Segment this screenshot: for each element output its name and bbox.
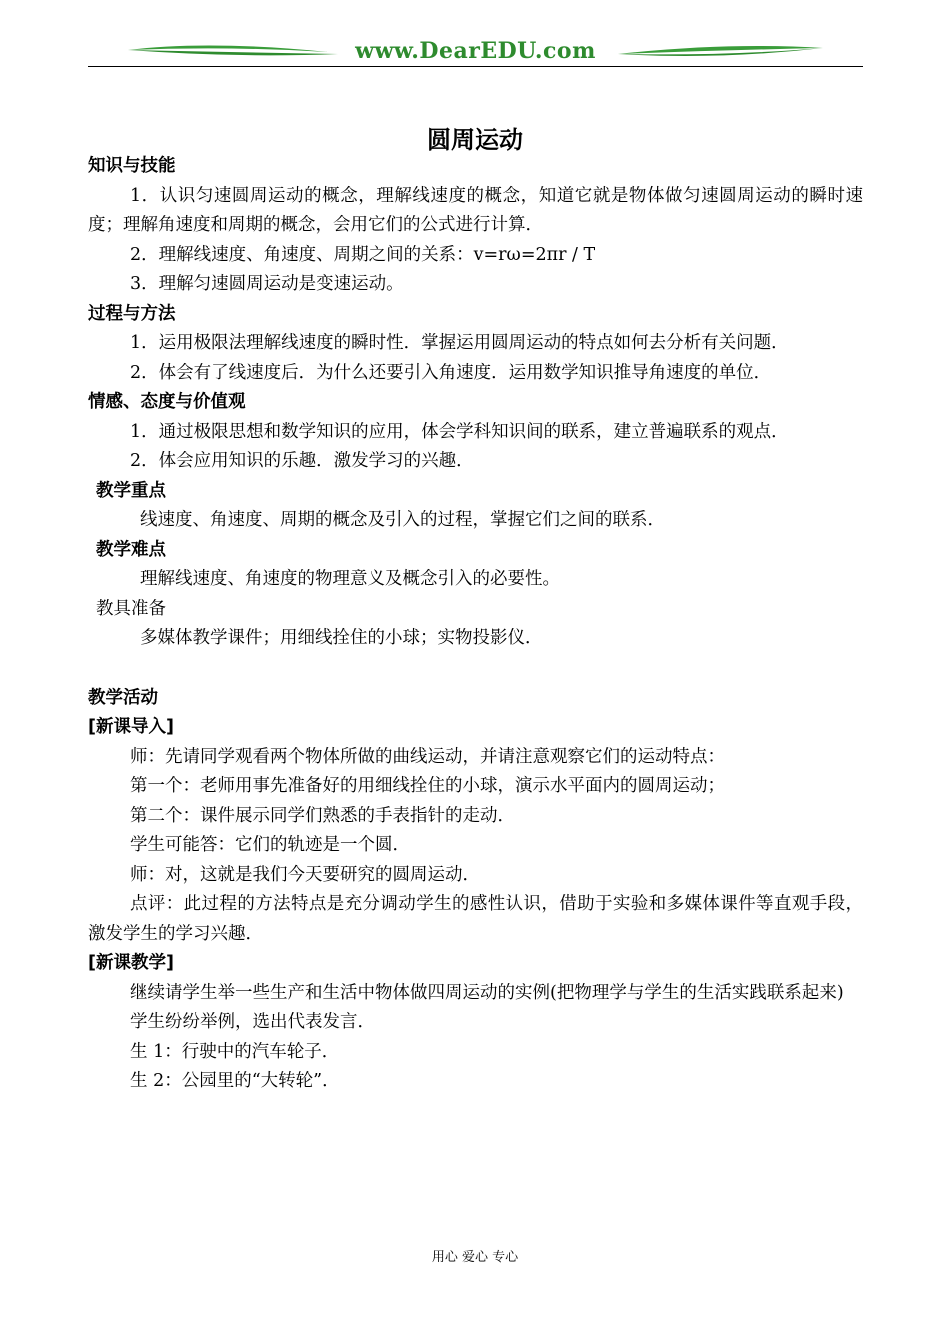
document-body	[88, 152, 863, 1097]
paragraph: 线速度、角速度、周期的概念及引入的过程，掌握它们之间的联系．	[140, 510, 665, 530]
page-footer: 用心 爱心 专心	[431, 1250, 519, 1265]
paragraph: 第二个：课件展示同学们熟悉的手表指针的走动．	[130, 805, 515, 826]
paragraph: 学生可能答：它们的轨迹是一个圆．	[130, 835, 410, 855]
section-heading-process: 过程与方法	[88, 303, 176, 324]
section-heading-difficulty: 教学难点	[96, 539, 166, 560]
section-heading-activity: 教学活动	[88, 687, 158, 708]
section-heading-tools: 教具准备	[96, 598, 166, 619]
paragraph: 1．运用极限法理解线速度的瞬时性．掌握运用圆周运动的特点如何去分析有关问题．	[130, 333, 789, 353]
section-heading-attitude: 情感、态度与价值观	[88, 392, 246, 412]
paragraph: 3．理解匀速圆周运动是变速运动。	[130, 274, 404, 294]
paragraph: 多媒体教学课件；用细线拴住的小球；实物投影仪．	[140, 628, 543, 648]
subsection-heading-teach: [新课教学]	[88, 953, 174, 973]
section-heading-focus: 教学重点	[96, 480, 166, 501]
paragraph: 学生纷纷举例，选出代表发言．	[130, 1012, 375, 1032]
paragraph: 1．认识匀速圆周运动的概念，理解线速度的概念，知道它就是物体做匀速圆周运动的瞬时速度；理解角速度和周期的概念，会用它们的公式进行计算．	[88, 185, 863, 235]
section-heading-knowledge: 知识与技能	[88, 156, 176, 176]
paragraph: 继续请学生举一些生产和生活中物体做四周运动的实例(把物理学与学生的生活实践联系起来)	[130, 982, 844, 1003]
paragraph: 第一个：老师用事先准备好的用细线拴住的小球，演示水平面内的圆周运动；	[130, 776, 725, 796]
paragraph: 理解线速度、角速度的物理意义及概念引入的必要性。	[140, 569, 560, 589]
paragraph: 师：先请同学观看两个物体所做的曲线运动，并请注意观察它们的运动特点：	[130, 746, 725, 767]
subsection-heading-intro: [新课导入]	[88, 717, 174, 737]
paragraph: 2．体会应用知识的乐趣．激发学习的兴趣．	[130, 451, 474, 471]
paragraph: 生 2：公园里的“大转轮”．	[130, 1071, 340, 1091]
paragraph: 1．通过极限思想和数学知识的应用，体会学科知识间的联系，建立普遍联系的观点．	[130, 421, 789, 442]
paragraph: 2．理解线速度、角速度、周期之间的关系：v=rω=2πr / T	[130, 244, 596, 265]
paragraph: 师：对，这就是我们今天要研究的圆周运动．	[130, 864, 480, 885]
paragraph: 点评：此过程的方法特点是充分调动学生的感性认识，借助于实验和多媒体课件等直观手段，激发学生的学习兴趣．	[88, 894, 863, 944]
site-logo: www.DearEDU.com	[355, 38, 596, 64]
site-header-banner	[88, 36, 863, 68]
paragraph: 2．体会有了线速度后．为什么还要引入角速度．运用数学知识推导角速度的单位．	[130, 362, 772, 383]
spacer	[88, 654, 863, 684]
paragraph: 生 1：行驶中的汽车轮子．	[130, 1041, 340, 1062]
page-title: 圆周运动	[427, 126, 523, 154]
header-rule	[88, 66, 863, 67]
